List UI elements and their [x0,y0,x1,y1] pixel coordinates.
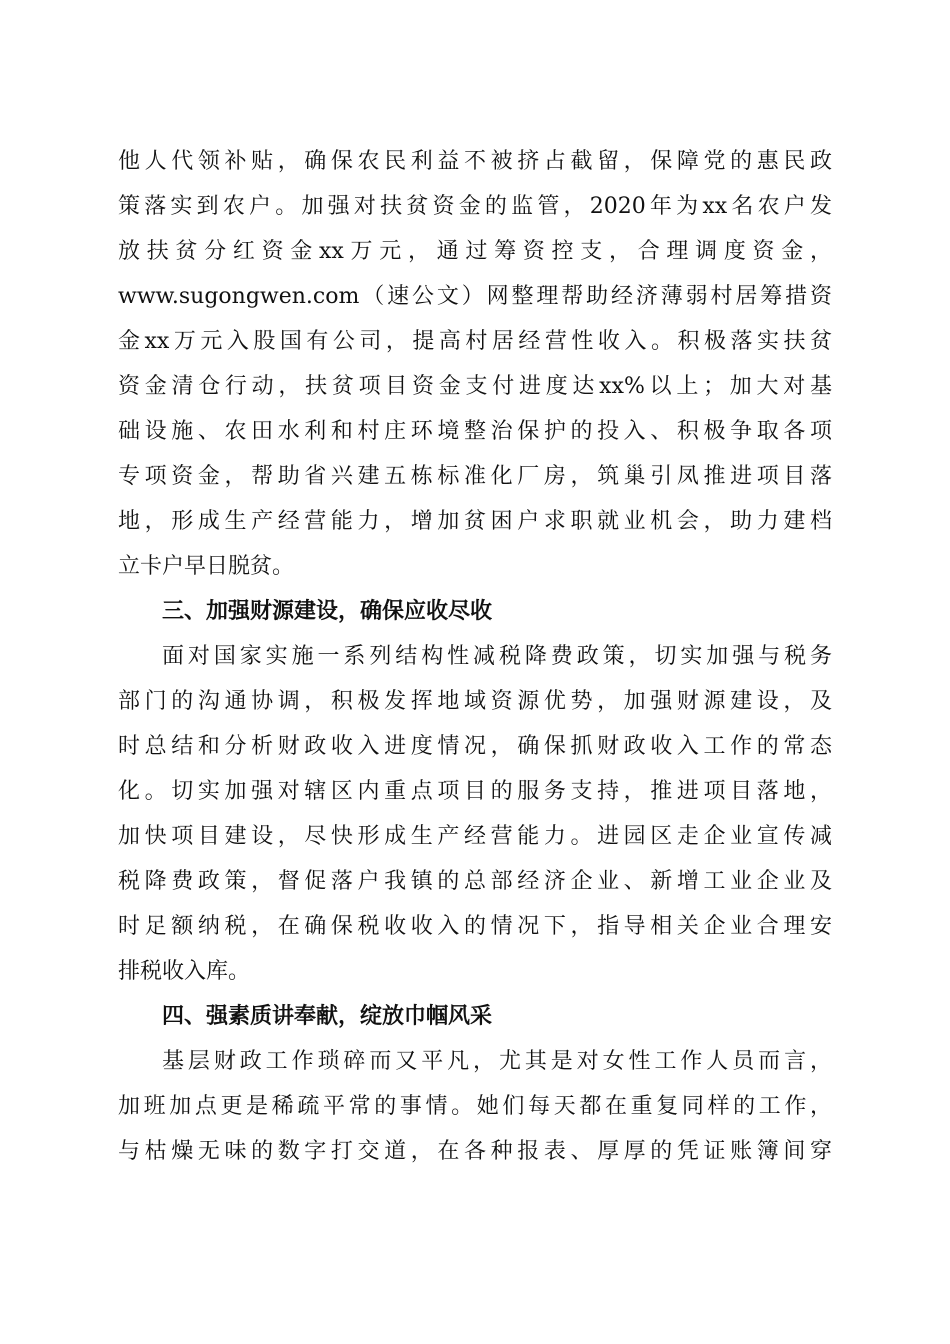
text-line: 与枯燥无味的数字打交道，在各种报表、厚厚的凭证账簿间穿 [118,1139,832,1164]
text-line: 加快项目建设，尽快形成生产经营能力。进园区走企业宣传减 [118,824,832,849]
paragraph-women-staff [118,1039,832,1174]
text-line: 排税收入库。 [118,959,251,984]
text-line: 金xx万元入股国有公司，提高村居经营性收入。积极落实扶贫 [118,329,832,354]
text-line: 面对国家实施一系列结构性减税降费政策，切实加强与税务 [162,644,832,669]
text-line: 时总结和分析财政收入进度情况，确保抓财政收入工作的常态 [118,734,832,759]
text-line: 基层财政工作琐碎而又平凡，尤其是对女性工作人员而言， [162,1049,832,1074]
text-line: 部门的沟通协调，积极发挥地域资源优势，加强财源建设，及 [118,689,832,714]
paragraph-funds-supervision [118,139,832,589]
text-line: 化。切实加强对辖区内重点项目的服务支持，推进项目落地， [118,779,832,804]
text-line: 础设施、农田水利和村庄环境整治保护的投入、积极争取各项 [118,419,832,444]
text-line: 税降费政策，督促落户我镇的总部经济企业、新增工业企业及 [118,869,832,894]
text-line: 地，形成生产经营能力，增加贫困户求职就业机会，助力建档 [118,509,832,534]
text-line: 放扶贫分红资金xx万元，通过筹资控支，合理调度资金， [118,239,832,264]
section-heading-women-staff: 四、强素质讲奉献，绽放巾帼风采 [162,1004,493,1029]
section-heading-revenue: 三、加强财源建设，确保应收尽收 [162,599,493,624]
text-line: 策落实到农户。加强对扶贫资金的监管，2020年为xx名农户发 [118,194,832,219]
text-line: 资金清仓行动，扶贫项目资金支付进度达xx%以上；加大对基 [118,374,832,399]
text-line: 时足额纳税，在确保税收收入的情况下，指导相关企业合理安 [118,914,832,939]
text-line: 加班加点更是稀疏平常的事情。她们每天都在重复同样的工作， [118,1094,832,1119]
paragraph-revenue-building [118,634,832,994]
text-line: 专项资金，帮助省兴建五栋标准化厂房，筑巢引凤推进项目落 [118,464,832,489]
text-line: 他人代领补贴，确保农民利益不被挤占截留，保障党的惠民政 [118,149,832,174]
document-body [118,139,832,1174]
text-line: 立卡户早日脱贫。 [118,554,295,579]
text-line: www.sugongwen.com（速公文）网整理帮助经济薄弱村居筹措资 [118,284,832,309]
